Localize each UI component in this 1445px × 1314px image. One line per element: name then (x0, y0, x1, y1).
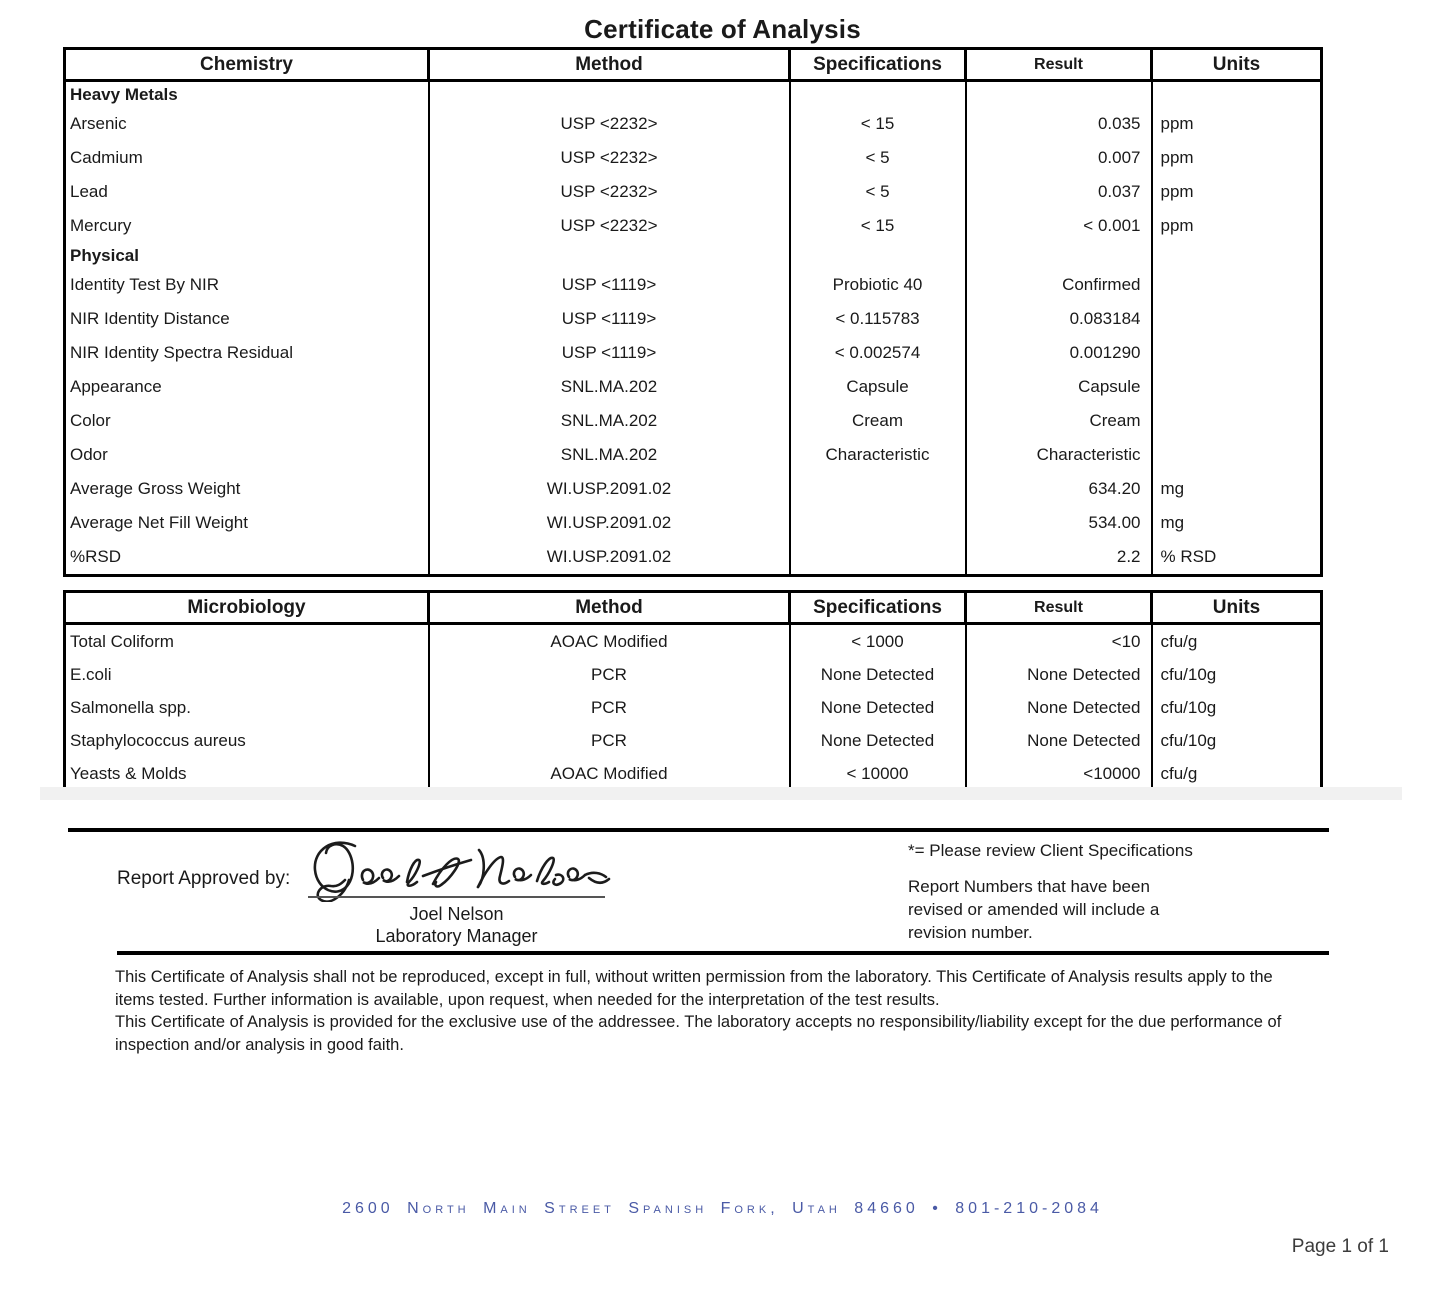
disclaimer-paragraph-2: This Certificate of Analysis is provided for the exclusive use of the addressee. The laboratory accepts no responsibility/liability except for the due performance of inspection and/or analysis in good faith. (115, 1013, 1282, 1054)
table-row-ecoli (65, 658, 1322, 691)
method-cell: WI.USP.2091.02 (429, 472, 790, 506)
units-cell: cfu/10g (1152, 691, 1322, 724)
spec-cell (790, 472, 966, 506)
analyte-cell: Yeasts & Molds (65, 757, 429, 792)
analyte-cell: Cadmium (65, 141, 429, 175)
table-row-cadmium (65, 141, 1322, 175)
method-cell: USP <2232> (429, 209, 790, 243)
spec-cell: < 5 (790, 175, 966, 209)
analyte-cell: NIR Identity Spectra Residual (65, 336, 429, 370)
empty-cell (1152, 243, 1322, 268)
spec-cell (790, 506, 966, 540)
table-row-nir-spectra (65, 336, 1322, 370)
section-label: Physical (65, 243, 429, 268)
method-cell: WI.USP.2091.02 (429, 540, 790, 576)
units-cell: cfu/10g (1152, 724, 1322, 757)
table-row-lead (65, 175, 1322, 209)
divider-rule-top (68, 828, 1329, 832)
spec-cell: Probiotic 40 (790, 268, 966, 302)
units-cell: cfu/g (1152, 757, 1322, 792)
table-row-color (65, 404, 1322, 438)
spec-cell (790, 540, 966, 576)
empty-cell (966, 81, 1152, 108)
analyte-cell: Color (65, 404, 429, 438)
units-cell: ppm (1152, 209, 1322, 243)
units-cell: ppm (1152, 107, 1322, 141)
header-units: Units (1152, 592, 1322, 624)
analyte-cell: Arsenic (65, 107, 429, 141)
table-row-nir-distance (65, 302, 1322, 336)
empty-cell (966, 243, 1152, 268)
spec-cell: Characteristic (790, 438, 966, 472)
header-units: Units (1152, 49, 1322, 81)
microbiology-table (63, 590, 1323, 793)
method-cell: USP <2232> (429, 107, 790, 141)
result-cell: Capsule (966, 370, 1152, 404)
analyte-cell: Average Net Fill Weight (65, 506, 429, 540)
method-cell: PCR (429, 658, 790, 691)
units-cell (1152, 438, 1322, 472)
method-cell: PCR (429, 724, 790, 757)
spec-cell: Capsule (790, 370, 966, 404)
table-row-mercury (65, 209, 1322, 243)
header-method: Method (429, 49, 790, 81)
analyte-cell: Appearance (65, 370, 429, 404)
table-row-rsd (65, 540, 1322, 576)
section-row-heavy-metals (65, 81, 1322, 108)
disclaimer-text (115, 966, 1311, 1056)
section-row-physical (65, 243, 1322, 268)
disclaimer-paragraph-1: This Certificate of Analysis shall not be reproduced, except in full, without written permission from the laboratory. This Certificate of Analysis results apply to the items tested. Further information is available, upon request, when needed for the interpretation of the test results. (115, 968, 1273, 1009)
method-cell: PCR (429, 691, 790, 724)
analyte-cell: Salmonella spp. (65, 691, 429, 724)
spec-cell: < 5 (790, 141, 966, 175)
method-cell: WI.USP.2091.02 (429, 506, 790, 540)
header-result: Result (966, 49, 1152, 81)
table-row-avg-gross-weight (65, 472, 1322, 506)
units-cell: ppm (1152, 141, 1322, 175)
analyte-cell: Mercury (65, 209, 429, 243)
spec-cell: < 0.002574 (790, 336, 966, 370)
method-cell: SNL.MA.202 (429, 404, 790, 438)
header-method: Method (429, 592, 790, 624)
table-header-row (65, 592, 1322, 624)
units-cell (1152, 336, 1322, 370)
page-number-label: Page 1 of 1 (1291, 1236, 1389, 1257)
result-cell: Confirmed (966, 268, 1152, 302)
analyte-cell: Odor (65, 438, 429, 472)
spec-cell: < 10000 (790, 757, 966, 792)
analyte-cell: NIR Identity Distance (65, 302, 429, 336)
header-specifications: Specifications (790, 49, 966, 81)
spec-cell: None Detected (790, 724, 966, 757)
method-cell: USP <2232> (429, 141, 790, 175)
result-cell: 0.007 (966, 141, 1152, 175)
spec-cell: Cream (790, 404, 966, 438)
header-result: Result (966, 592, 1152, 624)
result-cell: Characteristic (966, 438, 1152, 472)
table-row-identity-nir (65, 268, 1322, 302)
result-cell: 2.2 (966, 540, 1152, 576)
method-cell: AOAC Modified (429, 624, 790, 659)
analyte-cell: Lead (65, 175, 429, 209)
spec-cell: < 15 (790, 107, 966, 141)
result-cell: <10 (966, 624, 1152, 659)
chemistry-table (63, 47, 1323, 577)
header-microbiology: Microbiology (65, 592, 429, 624)
units-cell: % RSD (1152, 540, 1322, 576)
result-cell: 0.001290 (966, 336, 1152, 370)
result-cell: 0.083184 (966, 302, 1152, 336)
scan-artifact-strip (40, 787, 1402, 800)
spec-cell: None Detected (790, 691, 966, 724)
result-cell: None Detected (966, 658, 1152, 691)
table-row-staph-aureus (65, 724, 1322, 757)
method-cell: SNL.MA.202 (429, 370, 790, 404)
analyte-cell: E.coli (65, 658, 429, 691)
table-row-odor (65, 438, 1322, 472)
units-cell: mg (1152, 472, 1322, 506)
signer-title: Laboratory Manager (375, 926, 538, 946)
method-cell: USP <1119> (429, 336, 790, 370)
section-label: Heavy Metals (65, 81, 429, 108)
spec-cell: < 15 (790, 209, 966, 243)
spec-cell: < 0.115783 (790, 302, 966, 336)
units-cell (1152, 268, 1322, 302)
lab-address-footer: 2600 North Main Street Spanish Fork, Utah 84660 • 801-210-2084 (342, 1200, 1103, 1217)
result-cell: None Detected (966, 691, 1152, 724)
analyte-cell: Average Gross Weight (65, 472, 429, 506)
units-cell: mg (1152, 506, 1322, 540)
table-row-appearance (65, 370, 1322, 404)
table-row-salmonella (65, 691, 1322, 724)
empty-cell (1152, 81, 1322, 108)
method-cell: AOAC Modified (429, 757, 790, 792)
result-cell: None Detected (966, 724, 1152, 757)
units-cell (1152, 302, 1322, 336)
client-spec-note: *= Please review Client Specifications (908, 841, 1193, 860)
units-cell (1152, 370, 1322, 404)
page-title: Certificate of Analysis (584, 14, 861, 44)
result-cell: <10000 (966, 757, 1152, 792)
method-cell: SNL.MA.202 (429, 438, 790, 472)
result-cell: 634.20 (966, 472, 1152, 506)
table-row-arsenic (65, 107, 1322, 141)
result-cell: 0.037 (966, 175, 1152, 209)
header-specifications: Specifications (790, 592, 966, 624)
table-row-avg-net-fill-weight (65, 506, 1322, 540)
divider-rule-bottom (117, 951, 1329, 955)
result-cell: 0.035 (966, 107, 1152, 141)
empty-cell (790, 81, 966, 108)
method-cell: USP <1119> (429, 268, 790, 302)
method-cell: USP <2232> (429, 175, 790, 209)
analyte-cell: %RSD (65, 540, 429, 576)
spec-cell: < 1000 (790, 624, 966, 659)
units-cell (1152, 404, 1322, 438)
signature-image (302, 836, 614, 902)
units-cell: cfu/10g (1152, 658, 1322, 691)
spec-cell: None Detected (790, 658, 966, 691)
revision-note: Report Numbers that have been revised or amended will include a revision number. (908, 877, 1160, 942)
signature-line (308, 896, 605, 898)
empty-cell (429, 81, 790, 108)
analyte-cell: Staphylococcus aureus (65, 724, 429, 757)
result-cell: < 0.001 (966, 209, 1152, 243)
report-approved-by-label: Report Approved by: (117, 868, 291, 889)
signer-name: Joel Nelson (409, 904, 504, 924)
empty-cell (790, 243, 966, 268)
empty-cell (429, 243, 790, 268)
units-cell: ppm (1152, 175, 1322, 209)
analyte-cell: Identity Test By NIR (65, 268, 429, 302)
header-chemistry: Chemistry (65, 49, 429, 81)
method-cell: USP <1119> (429, 302, 790, 336)
table-header-row (65, 49, 1322, 81)
table-row-total-coliform (65, 624, 1322, 659)
analyte-cell: Total Coliform (65, 624, 429, 659)
result-cell: Cream (966, 404, 1152, 438)
units-cell: cfu/g (1152, 624, 1322, 659)
result-cell: 534.00 (966, 506, 1152, 540)
